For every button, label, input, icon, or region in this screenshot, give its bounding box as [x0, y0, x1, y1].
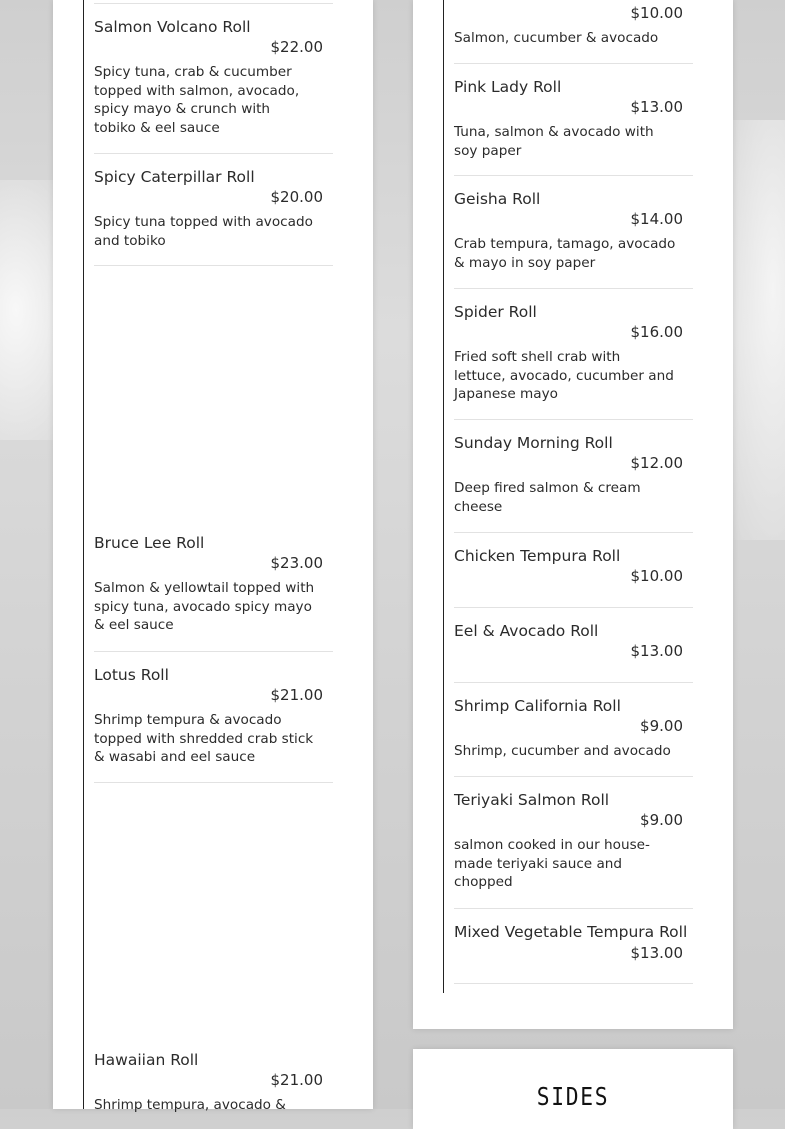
item-description: Shrimp tempura & avocado topped with shredded crab stick & wasabi and eel sauce — [94, 712, 314, 765]
item-price: $12.00 — [630, 454, 683, 472]
item-description: Spicy tuna topped with avocado and tobiko — [94, 214, 313, 249]
item-name: Bruce Lee Roll — [94, 534, 205, 552]
menu-card-right — [413, 0, 733, 1029]
item-price: $22.00 — [270, 38, 323, 56]
item-name: Shrimp California Roll — [454, 697, 621, 715]
item-description: Salmon & yellowtail topped with spicy tuna, avocado spicy mayo & eel sauce — [94, 580, 315, 633]
column-divider-line — [83, 0, 84, 1109]
item-price: $13.00 — [630, 642, 683, 660]
item-price: $9.00 — [640, 717, 683, 735]
item-description: Spicy tuna, crab & cucumber topped with salmon, avocado, spicy mayo & crunch with tobiko & eel sauce — [94, 64, 300, 136]
item-description: Shrimp, cucumber and avocado — [454, 743, 671, 759]
background-glare-right — [725, 120, 785, 540]
item-price: $14.00 — [630, 210, 683, 228]
sides-section-card — [413, 1049, 733, 1129]
menu-item-spicy-caterpillar-roll[interactable] — [94, 168, 333, 266]
item-price: $16.00 — [630, 323, 683, 341]
item-name: Teriyaki Salmon Roll — [454, 791, 610, 809]
menu-item-eel-avocado-roll[interactable] — [454, 622, 693, 683]
item-description: Fried soft shell crab with lettuce, avocado, cucumber and Japanese mayo — [454, 349, 674, 402]
menu-item-lotus-roll[interactable] — [94, 666, 333, 783]
item-name: Eel & Avocado Roll — [454, 622, 599, 640]
item-description: salmon cooked in our house-made teriyaki sauce and chopped — [454, 837, 650, 890]
menu-item-chicken-tempura-roll[interactable] — [454, 547, 693, 608]
item-price: $13.00 — [630, 944, 683, 962]
menu-item-bruce-lee-roll[interactable] — [94, 534, 333, 652]
item-description: Deep fired salmon & cream cheese — [454, 480, 641, 515]
item-price: $23.00 — [270, 554, 323, 572]
menu-item-sunday-morning-roll[interactable] — [454, 434, 693, 533]
menu-item-shrimp-california-roll[interactable] — [454, 697, 693, 777]
item-name: Mixed Vegetable Tempura Roll — [454, 923, 688, 941]
menu-item-teriyaki-salmon-roll[interactable] — [454, 791, 693, 909]
item-price: $10.00 — [630, 4, 683, 22]
column-divider-line — [443, 0, 444, 993]
item-name: Lotus Roll — [94, 666, 169, 684]
menu-item-mixed-vegetable-tempura-roll[interactable] — [454, 923, 693, 984]
menu-item-partial[interactable] — [454, 0, 693, 64]
item-name: Spicy Caterpillar Roll — [94, 168, 255, 186]
separator — [94, 3, 333, 4]
item-description: Salmon, cucumber & avocado — [454, 30, 659, 46]
menu-item-hawaiian-roll[interactable] — [94, 1051, 333, 1113]
item-name: Sunday Morning Roll — [454, 434, 613, 452]
item-description: Shrimp tempura, avocado & — [94, 1097, 286, 1113]
section-title: SIDES — [536, 1082, 610, 1111]
menu-item-salmon-volcano-roll[interactable] — [94, 18, 333, 154]
item-name: Chicken Tempura Roll — [454, 547, 621, 565]
item-price: $13.00 — [630, 98, 683, 116]
item-description: Crab tempura, tamago, avocado & mayo in soy paper — [454, 236, 676, 271]
item-name: Geisha Roll — [454, 190, 541, 208]
item-price: $10.00 — [630, 567, 683, 585]
item-name: Spider Roll — [454, 303, 537, 321]
item-name: Pink Lady Roll — [454, 78, 562, 96]
item-price: $21.00 — [270, 1071, 323, 1089]
item-name: Hawaiian Roll — [94, 1051, 199, 1069]
item-description: Tuna, salmon & avocado with soy paper — [454, 124, 654, 159]
menu-item-spider-roll[interactable] — [454, 303, 693, 420]
menu-item-pink-lady-roll[interactable] — [454, 78, 693, 176]
menu-card-left — [53, 0, 373, 1113]
item-name: Salmon Volcano Roll — [94, 18, 251, 36]
item-price: $21.00 — [270, 686, 323, 704]
item-price: $20.00 — [270, 188, 323, 206]
menu-item-geisha-roll[interactable] — [454, 190, 693, 289]
item-price: $9.00 — [640, 811, 683, 829]
